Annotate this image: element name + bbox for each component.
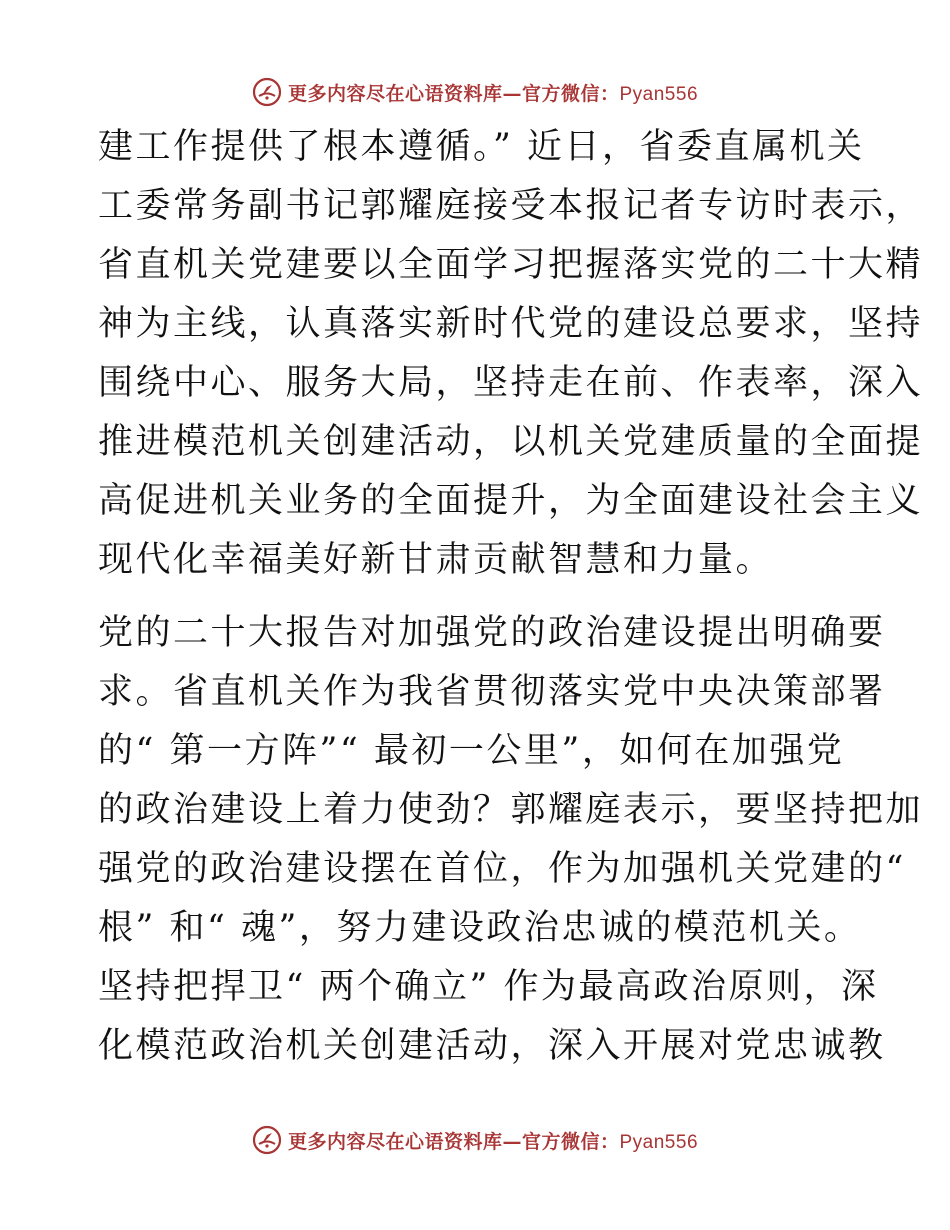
- text-line: 求。省直机关作为我省贯彻落实党中央决策部署: [98, 672, 886, 712]
- text-line: 的政治建设上着力使劲？郭耀庭表示，要坚持把加: [98, 790, 924, 830]
- footer-wechat-id: Pyan556: [619, 1131, 699, 1153]
- text-line: 推进模范机关创建活动，以机关党建质量的全面提: [98, 422, 924, 462]
- text-line: 高促进机关业务的全面提升，为全面建设社会主义: [98, 481, 924, 521]
- book-quill-logo-icon: [252, 1125, 282, 1155]
- text-line: 神为主线，认真落实新时代党的建设总要求，坚持: [98, 304, 924, 344]
- text-line: 围绕中心、服务大局，坚持走在前、作表率，深入: [98, 363, 924, 403]
- text-line: 现代化幸福美好新甘肃贡献智慧和力量。: [98, 540, 774, 580]
- text-line: 强党的政治建设摆在首位，作为加强机关党建的“: [98, 849, 906, 889]
- text-line: 省直机关党建要以全面学习把握落实党的二十大精: [98, 245, 924, 285]
- paragraph-2: [98, 604, 924, 1076]
- text-line: 工委常务副书记郭耀庭接受本报记者专访时表示，: [98, 186, 924, 226]
- footer-banner-text: 更多内容尽在心语资料库—官方微信：Pyan556: [287, 1130, 699, 1153]
- text-line: 的“ 第一方阵”“ 最初一公里”，如何在加强党: [98, 731, 845, 771]
- header-banner-text: 更多内容尽在心语资料库—官方微信：Pyan556: [287, 82, 699, 105]
- header-banner: [0, 72, 950, 112]
- text-line: 党的二十大报告对加强党的政治建设提出明确要: [98, 613, 886, 653]
- text-line: 根” 和“ 魂”，努力建设政治忠诚的模范机关。: [98, 908, 862, 948]
- footer-banner: [0, 1120, 950, 1160]
- document-body: [98, 118, 924, 1076]
- header-wechat-id: Pyan556: [619, 83, 699, 105]
- paragraph-1: [98, 118, 924, 590]
- book-quill-logo-icon: [252, 77, 282, 107]
- text-line: 化模范政治机关创建活动，深入开展对党忠诚教: [98, 1026, 886, 1066]
- text-line: 建工作提供了根本遵循。” 近日，省委直属机关: [98, 127, 865, 167]
- text-line: 坚持把捍卫“ 两个确立” 作为最高政治原则，深: [98, 967, 879, 1007]
